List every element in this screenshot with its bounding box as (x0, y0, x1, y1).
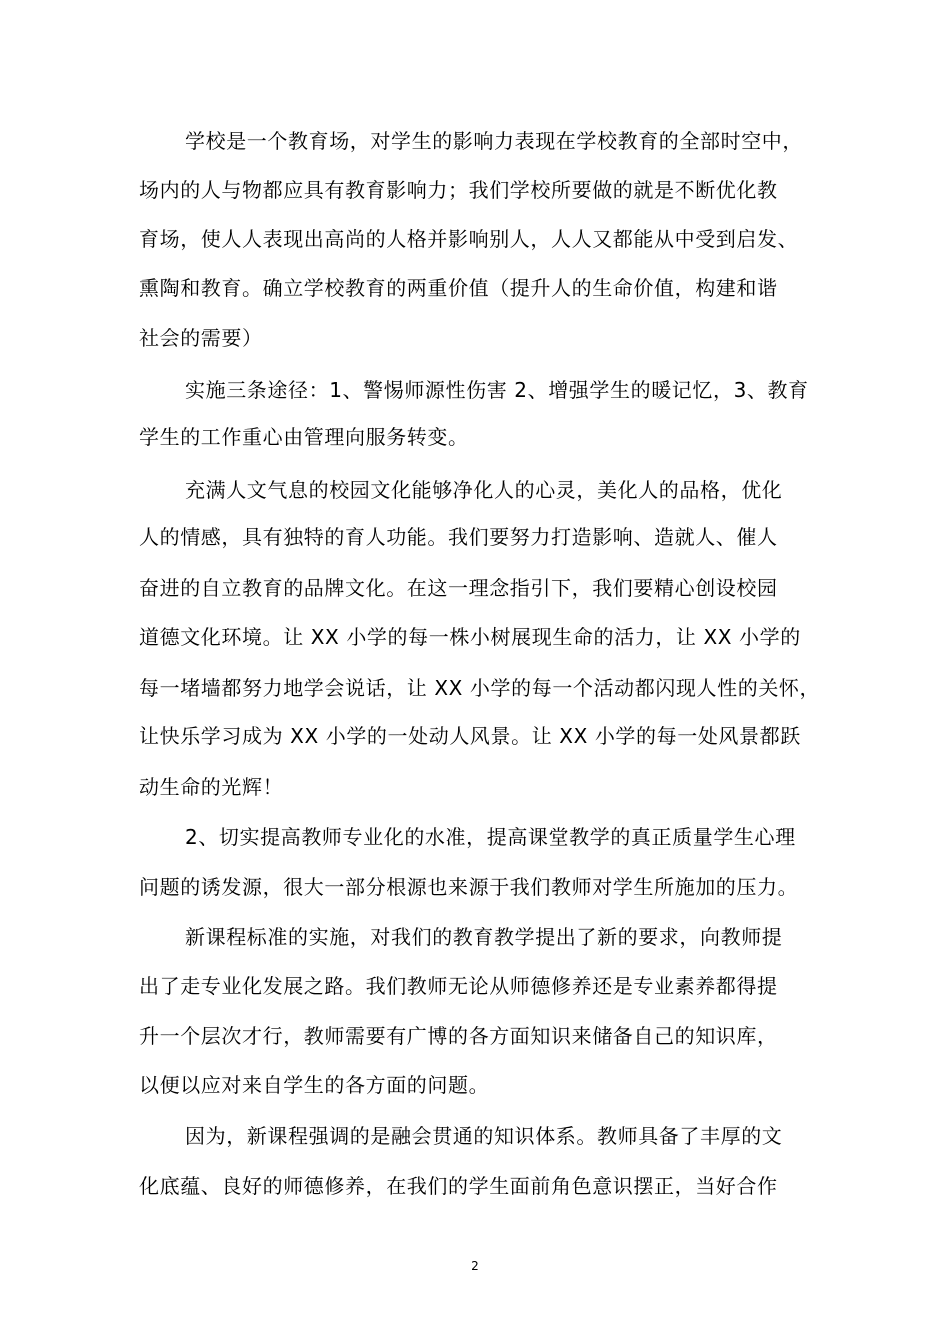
page-number: 2 (471, 1259, 479, 1273)
text-line: 动生命的光辉！ (139, 775, 284, 799)
text-line: 道德文化环境。让 XX 小学的每一株小树展现生命的活力，让 XX 小学的 (139, 625, 801, 649)
text-line: 以便以应对来自学生的各方面的问题。 (139, 1073, 490, 1097)
text-line: 场内的人与物都应具有教育影响力；我们学校所要做的就是不断优化教 (139, 178, 778, 202)
text-line: 人的情感，具有独特的育人功能。我们要努力打造影响、造就人、催人 (139, 525, 778, 549)
text-line: 奋进的自立教育的品牌文化。在这一理念指引下，我们要精心创设校园 (139, 576, 778, 600)
text-line: 社会的需要） (139, 326, 263, 350)
text-line: 问题的诱发源，很大一部分根源也来源于我们教师对学生所施加的压力。 (139, 875, 799, 899)
text-line: 每一堵墙都努力地学会说话，让 XX 小学的每一个活动都闪现人性的关怀， (139, 676, 821, 700)
text-line: 化底蕴、良好的师德修养，在我们的学生面前角色意识摆正，当好合作 (139, 1174, 778, 1198)
text-line: 充满人文气息的校园文化能够净化人的心灵，美化人的品格，优化 (185, 478, 783, 502)
text-line: 出了走专业化发展之路。我们教师无论从师德修养还是专业素养都得提 (139, 974, 778, 998)
text-line: 2、切实提高教师专业化的水准，提高课堂教学的真正质量学生心理 (185, 825, 796, 849)
text-line: 实施三条途径：1、警惕师源性伤害 2、增强学生的暖记忆，3、教育 (185, 378, 809, 402)
text-line: 新课程标准的实施，对我们的教育教学提出了新的要求，向教师提 (185, 925, 783, 949)
text-line: 让快乐学习成为 XX 小学的一处动人风景。让 XX 小学的每一处风景都跃 (139, 724, 801, 748)
text-line: 因为，新课程强调的是融会贯通的知识体系。教师具备了丰厚的文 (185, 1124, 783, 1148)
text-line: 育场，使人人表现出高尚的人格并影响别人，人人又都能从中受到启发、 (139, 227, 799, 251)
text-line: 学生的工作重心由管理向服务转变。 (139, 425, 469, 449)
text-line: 升一个层次才行，教师需要有广博的各方面知识来储备自己的知识库， (139, 1024, 778, 1048)
text-line: 学校是一个教育场，对学生的影响力表现在学校教育的全部时空中， (185, 129, 803, 153)
text-line: 熏陶和教育。确立学校教育的两重价值（提升人的生命价值，构建和谐 (139, 276, 778, 300)
